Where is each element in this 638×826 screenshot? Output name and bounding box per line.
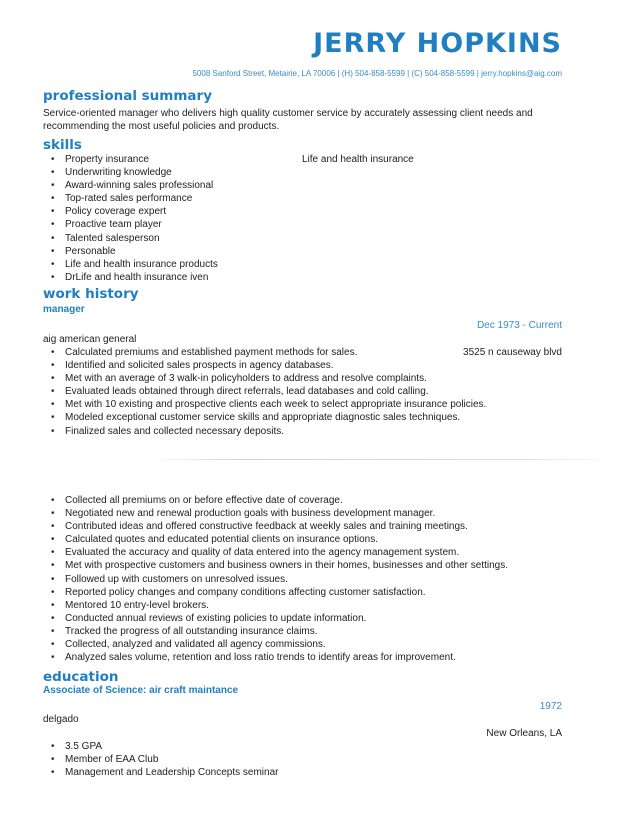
job-title: manager <box>43 304 85 315</box>
work-history-heading: work history <box>43 286 139 302</box>
work-bullet: • Met with prospective customers and business owners in their homes, businesses and other settings. <box>65 559 565 572</box>
education-heading: education <box>43 669 119 685</box>
contact-line: 5008 Sanford Street, Metairie, LA 70006 | (H) 504-858-5599 | (C) 504-858-5599 | jerry.hopkins@aig.com <box>192 69 562 78</box>
skill-item: • Policy coverage expert <box>65 205 565 218</box>
work-bullet: • Analyzed sales volume, retention and loss ratio trends to identify areas for improvement. <box>65 651 565 664</box>
work-bullet: • Met with 10 existing and prospective clients each week to select appropriate insurance policies. <box>65 398 565 411</box>
education-item: • Member of EAA Club <box>65 753 565 766</box>
education-details <box>65 740 565 779</box>
page-divider <box>148 459 618 460</box>
education-year: 1972 <box>539 701 562 712</box>
skill-item: • Proactive team player <box>65 218 565 231</box>
skill-item: • Award-winning sales professional <box>65 179 565 192</box>
work-bullet: • Mentored 10 entry-level brokers. <box>65 599 565 612</box>
work-bullet: • Identified and solicited sales prospects in agency databases. <box>65 359 565 372</box>
work-bullet: • Calculated quotes and educated potential clients on insurance options. <box>65 533 565 546</box>
job-dates: Dec 1973 - Current <box>476 320 562 331</box>
skill-item: • Top-rated sales performance <box>65 192 565 205</box>
work-bullet: • Collected, analyzed and validated all agency commissions. <box>65 638 565 651</box>
work-bullet: • Contributed ideas and offered constructive feedback at weekly sales and training meetings. <box>65 520 565 533</box>
candidate-name: JERRY HOPKINS <box>313 28 562 59</box>
work-bullet: • Reported policy changes and company conditions affecting customer satisfaction. <box>65 586 565 599</box>
skills-side-item: Life and health insurance <box>302 154 414 165</box>
school-location: New Orleans, LA <box>486 728 562 739</box>
work-bullet: • Negotiated new and renewal production goals with business development manager. <box>65 507 565 520</box>
work-bullet: • Evaluated leads obtained through direct referrals, lead databases and cold calling. <box>65 385 565 398</box>
work-bullet: • Modeled exceptional customer service skills and appropriate diagnostic sales techniques. <box>65 411 565 424</box>
skill-item: • Talented salesperson <box>65 232 565 245</box>
education-item: • Management and Leadership Concepts seminar <box>65 766 565 779</box>
work-bullet: • Calculated premiums and established payment methods for sales. <box>65 346 565 359</box>
work-bullet: • Finalized sales and collected necessary deposits. <box>65 425 565 438</box>
work-bullet: • Followed up with customers on unresolved issues. <box>65 573 565 586</box>
skill-item: • Property insurance <box>65 153 565 166</box>
skill-item: • Personable <box>65 245 565 258</box>
skill-item: • DrLife and health insurance iven <box>65 271 565 284</box>
work-bullet: • Tracked the progress of all outstanding insurance claims. <box>65 625 565 638</box>
work-bullet: • Met with an average of 3 walk-in policyholders to address and resolve complaints. <box>65 372 565 385</box>
skill-item: • Life and health insurance products <box>65 258 565 271</box>
work-bullet: • Collected all premiums on or before effective date of coverage. <box>65 494 565 507</box>
skill-item: • Underwriting knowledge <box>65 166 565 179</box>
school-name: delgado <box>43 714 79 725</box>
degree: Associate of Science: air craft maintance <box>43 685 239 696</box>
summary-heading: professional summary <box>43 88 212 104</box>
work-bullet: • Conducted annual reviews of existing policies to update information. <box>65 612 565 625</box>
work-bullets-a <box>65 346 565 438</box>
work-bullet: • Evaluated the accuracy and quality of data entered into the agency management system. <box>65 546 565 559</box>
summary-text: Service-oriented manager who delivers high quality customer service by accurately assessing client needs and recommending the most useful policies and products. <box>43 108 533 132</box>
company-name: aig american general <box>43 334 137 345</box>
skills-heading: skills <box>43 137 82 153</box>
job-location: 3525 n causeway blvd <box>463 347 562 358</box>
skills-list <box>65 153 565 284</box>
work-bullets-b <box>65 494 565 664</box>
education-item: • 3.5 GPA <box>65 740 565 753</box>
